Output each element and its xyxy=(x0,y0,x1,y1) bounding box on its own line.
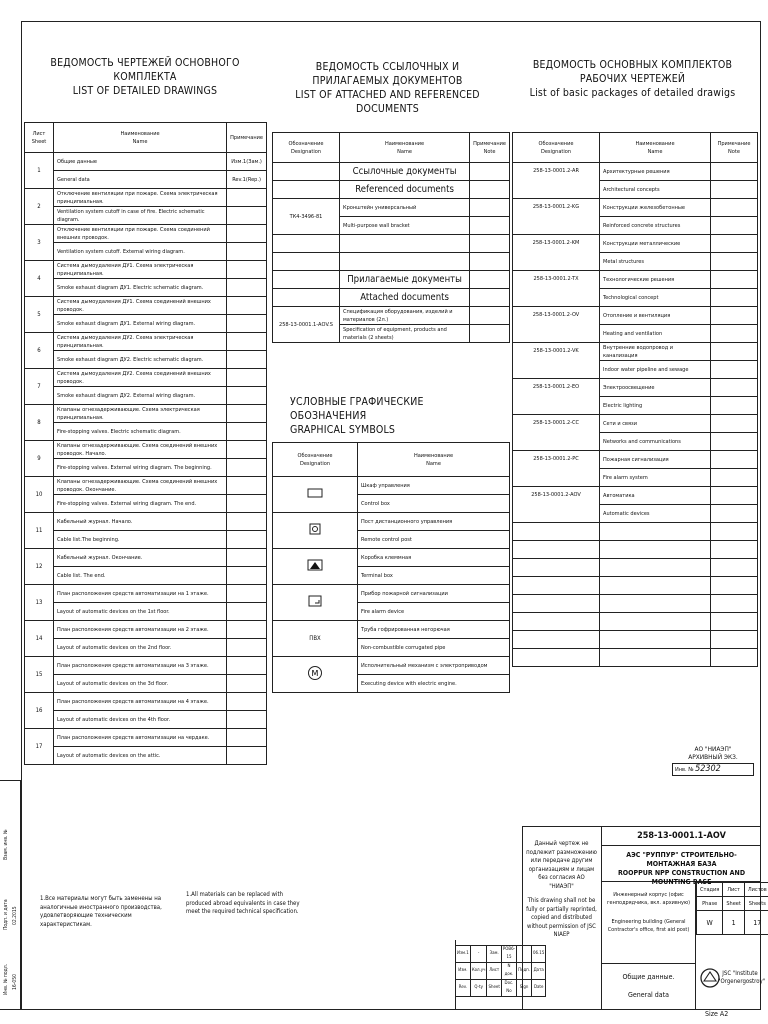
drawing-name-ru: План расположения средств автоматизации на 4 этаже. xyxy=(54,693,227,711)
svg-text:M: M xyxy=(311,669,319,678)
ref-list-table: Обозначение Designation Наименование Name Примечание Note Ссылочные документы Referenced documents ТК4-3496-81 Кронштейн универсальный Multi-purpose wall bracket Прилагаемые документы Attached documents 258-13-0001.1-АОV.S Спецификация оборудования, изделий и материалов (2л.) Specification of equipment, products and materials (2 sheets) xyxy=(272,132,510,343)
table-row xyxy=(25,225,267,243)
drawing-name-en: Cable list.The beginning. xyxy=(54,531,227,549)
table-row xyxy=(25,711,267,729)
revision-cell: Лист xyxy=(487,963,501,980)
revision-cell: Q-ty xyxy=(470,980,487,997)
control-box-icon xyxy=(273,477,358,513)
drawing-name-en: Smoke exhaust diagram ДУ1. External wiring diagram. xyxy=(54,315,227,333)
package-name-en: Architectural concepts xyxy=(600,181,711,199)
revision-cell: Зам. xyxy=(487,946,501,963)
doc-code: 258-13-0001.1-AOV xyxy=(602,826,761,846)
package-name-ru: Технологические решения xyxy=(600,271,711,289)
package-code: 258-13-0001.2-KM xyxy=(513,235,600,271)
package-code: 258-13-0001.2-CC xyxy=(513,415,600,451)
table-row xyxy=(25,261,267,279)
att-head-ru: Прилагаемые документы xyxy=(340,271,470,289)
drawing-note: Изм.1(Зам.) xyxy=(227,153,267,171)
sheet-number: 11 xyxy=(25,513,54,549)
drawing-note xyxy=(227,423,267,441)
main-list-title: ВЕДОМОСТЬ ЧЕРТЕЖЕЙ ОСНОВНОГО КОМПЛЕКТА LIST OF DETAILED DRAWINGS xyxy=(50,57,240,97)
drawing-note xyxy=(227,495,267,513)
sheet-number: 8 xyxy=(25,405,54,441)
drawing-name-en: Fire-stopping valves. External wiring diagram. The end. xyxy=(54,495,227,513)
building-name: Инженерный корпус (офис генподрядчика, вкл. архивную) Engineering building (General Contractor's office, first aid post) xyxy=(602,882,696,964)
sheet-number: 6 xyxy=(25,333,54,369)
ref-head-en: Referenced documents xyxy=(340,181,470,199)
drawing-note xyxy=(227,369,267,387)
drawing-note xyxy=(227,351,267,369)
package-code: 258-13-0001.2-TX xyxy=(513,271,600,307)
drawing-name-en: Layout of automatic devices on the 4th floor. xyxy=(54,711,227,729)
table-row xyxy=(25,423,267,441)
drawing-name-ru: План расположения средств автоматизации на 2 этаже. xyxy=(54,621,227,639)
sheet-number: 13 xyxy=(25,585,54,621)
drawing-name-en: Layout of automatic devices on the 1st floor. xyxy=(54,603,227,621)
terminal-box-icon xyxy=(273,549,358,585)
note-ru: 1.Все материалы могут быть заменены на аналогичные иностранного производства, удовлетворяющие техническим характеристикам. xyxy=(40,895,162,928)
table-row xyxy=(513,541,758,559)
table-row xyxy=(25,477,267,495)
drawing-note xyxy=(227,243,267,261)
sheet-number: 17 xyxy=(25,729,54,765)
drawing-name-en: Ventilation system cutoff. External wiring diagram. xyxy=(54,243,227,261)
table-row xyxy=(25,189,267,207)
drawing-name-ru: Система дымоудаления ДУ2. Схема электрическая принципиальная. xyxy=(54,333,227,351)
revision-cell: Sheet xyxy=(487,980,501,997)
drawing-name-ru: Общие данные xyxy=(54,153,227,171)
symbol-name-ru: Пост дистанционного управления xyxy=(358,513,510,531)
symbol-name-en: Non-combustible corrugated pipe xyxy=(358,639,510,657)
table-row xyxy=(513,649,758,667)
package-name-en: Electric lighting xyxy=(600,397,711,415)
drawing-note xyxy=(227,531,267,549)
drawing-name-en: Layout of automatic devices on the 3d floor. xyxy=(54,675,227,693)
copy-notice: Данный чертеж не подлежит размножению или передаче другим организациям и лицам без согласия АО "НИАЭП" This drawing shall not be fully or partially reprinted, copied and distributed without permission of JSC NIAEP xyxy=(522,826,602,1010)
table-row xyxy=(25,333,267,351)
table-row xyxy=(513,577,758,595)
table-row xyxy=(273,585,510,603)
drawing-name-ru: Кабельный журнал. Окончание. xyxy=(54,549,227,567)
table-row xyxy=(273,549,510,567)
table-row xyxy=(25,297,267,315)
drawing-note xyxy=(227,585,267,603)
package-name-ru: Электроосвещение xyxy=(600,379,711,397)
package-code: 258-13-0001.2-AOV xyxy=(513,487,600,523)
drawing-name-en: Layout of automatic devices on the attic. xyxy=(54,747,227,765)
symbol-name-ru: Труба гофрированная негорючая xyxy=(358,621,510,639)
note-en: 1.All materials can be replaced with produced abroad equivalents in case they meet the required technical specification. xyxy=(186,891,300,915)
revision-cell: Rev. xyxy=(456,980,471,997)
drawing-note xyxy=(227,549,267,567)
symbol-name-ru: Шкаф управления xyxy=(358,477,510,495)
table-row xyxy=(513,613,758,631)
table-row xyxy=(25,729,267,747)
sheet-number: 16 xyxy=(25,693,54,729)
drawing-note xyxy=(227,333,267,351)
drawing-note xyxy=(227,747,267,765)
revision-cell: Кол.уч xyxy=(470,963,487,980)
revision-cell: Date xyxy=(532,980,546,997)
drawing-note xyxy=(227,207,267,225)
drawing-note xyxy=(227,621,267,639)
drawing-note xyxy=(227,441,267,459)
archive-stamp: АО "НИАЭП" АРХИВНЫЙ ЭКЗ. Инв. № 52302 xyxy=(672,745,754,776)
symbol-name-en: Executing device with electric engine. xyxy=(358,675,510,693)
sheet-number: 7 xyxy=(25,369,54,405)
drawing-note xyxy=(227,387,267,405)
drawing-name-ru: Система дымоудаления ДУ2. Схема соединений внешних проводок. xyxy=(54,369,227,387)
package-code: 258-13-0001.2-AR xyxy=(513,163,600,199)
sheet-number: 14 xyxy=(25,621,54,657)
table-row xyxy=(273,621,510,639)
drawing-name-ru: Кабельный журнал. Начало. xyxy=(54,513,227,531)
table-row xyxy=(25,459,267,477)
table-row xyxy=(25,387,267,405)
table-row xyxy=(25,441,267,459)
drawing-note xyxy=(227,639,267,657)
table-row xyxy=(513,523,758,541)
drawing-note xyxy=(227,297,267,315)
table-row xyxy=(25,621,267,639)
drawing-name-en: Smoke exhaust diagram ДУ2. Electric schematic diagram. xyxy=(54,351,227,369)
package-name-en: Fire alarm system xyxy=(600,469,711,487)
doc-title: Общие данные. General data xyxy=(602,964,696,1010)
packages-table: Обозначение Designation Наименование Name Примечание Note 258-13-0001.2-AR Архитектурные решения Architectural concepts 258-13-0001.2-KG Конструкции железобетонные Reinforced concrete structures 258-13-0001.2-KM Конструкции металлические Metal structures 258-13-0001.2-TX Технологические решения Technological concept 258-13-0001.2-OV Отопление и вентиляция Heating and ventilation 258-13-0001.2-VK Внутренние водопровод и канализация Indoor water pipeline and sewage 258-13-0001.2-EO Электроосвещение Electric lighting 258-13-0001.2-CC Сети и связи Networks and communications 258-13-0001.2-PC Пожарная сигнализация Fire alarm system 258-13-0001.2-AOV Автоматика Automatic devices xyxy=(512,132,758,667)
package-name-ru: Внутренние водопровод и канализация xyxy=(600,343,711,361)
package-name-ru: Отопление и вентиляция xyxy=(600,307,711,325)
revision-cell: Подп. xyxy=(517,963,532,980)
table-row xyxy=(513,307,758,325)
packages-title: ВЕДОМОСТЬ ОСНОВНЫХ КОМПЛЕКТОВ РАБОЧИХ ЧЕРТЕЖЕЙ List of basic packages of detailed drawigs xyxy=(529,59,736,99)
drawing-name-en: Layout of automatic devices on the 2nd floor. xyxy=(54,639,227,657)
drawing-note xyxy=(227,189,267,207)
table-row xyxy=(25,315,267,333)
att-head-en: Attached documents xyxy=(340,289,470,307)
package-name-ru: Пожарная сигнализация xyxy=(600,451,711,469)
table-row xyxy=(25,351,267,369)
table-row xyxy=(513,199,758,217)
table-row xyxy=(273,513,510,531)
sheet-size: Size A2 xyxy=(705,1010,729,1018)
table-row xyxy=(513,271,758,289)
package-code: 258-13-0001.2-VK xyxy=(513,343,600,379)
table-row xyxy=(513,235,758,253)
margin-inv: Инв. № подл. xyxy=(3,963,9,995)
package-name-en: Reinforced concrete structures xyxy=(600,217,711,235)
sheet-number: 1 xyxy=(25,153,54,189)
package-code: 258-13-0001.2-OV xyxy=(513,307,600,343)
margin-inv-number: 16-050 xyxy=(12,974,18,990)
drawing-name-ru: Отключение вентиляции при пожаре. Схема соединений внешних проводок. xyxy=(54,225,227,243)
table-row xyxy=(25,657,267,675)
drawing-note xyxy=(227,657,267,675)
package-name-en: Networks and communications xyxy=(600,433,711,451)
sheet-number: 15 xyxy=(25,657,54,693)
table-row xyxy=(513,451,758,469)
table-row xyxy=(25,639,267,657)
drawing-name-ru: План расположения средств автоматизации на 3 этаже. xyxy=(54,657,227,675)
sheet-number: 4 xyxy=(25,261,54,297)
package-name-ru: Конструкции металлические xyxy=(600,235,711,253)
table-row xyxy=(25,549,267,567)
table-row xyxy=(25,531,267,549)
sheet-number: 2 xyxy=(25,189,54,225)
project-name: АЭС "РУППУР" СТРОИТЕЛЬНО-МОНТАЖНАЯ БАЗА ROOPPUR NPP CONSTRUCTION AND MOUNTING BASE xyxy=(602,846,761,882)
package-name-en: Metal structures xyxy=(600,253,711,271)
revision-cell: Дата xyxy=(532,963,546,980)
revision-cell: 06.15 xyxy=(532,946,546,963)
package-code: 258-13-0001.2-PC xyxy=(513,451,600,487)
table-row xyxy=(513,631,758,649)
package-code: 258-13-0001.2-KG xyxy=(513,199,600,235)
table-row xyxy=(25,513,267,531)
fire-alarm-icon xyxy=(273,585,358,621)
table-row xyxy=(513,379,758,397)
table-row xyxy=(25,693,267,711)
revision-cell: - xyxy=(470,946,487,963)
margin-replace: Взам. инв. № xyxy=(3,829,9,860)
symbol-name-en: Terminal box xyxy=(358,567,510,585)
package-name-ru: Сети и связи xyxy=(600,415,711,433)
symbol-name-ru: Прибор пожарной сигнализации xyxy=(358,585,510,603)
drawing-name-ru: Отключение вентиляции при пожаре. Схема электрическая принципиальная. xyxy=(54,189,227,207)
margin-sign: Подп. и дата xyxy=(3,899,9,930)
table-row xyxy=(25,747,267,765)
package-name-ru: Автоматика xyxy=(600,487,711,505)
sheet-number: 10 xyxy=(25,477,54,513)
table-row xyxy=(25,675,267,693)
table-row xyxy=(25,279,267,297)
table-row xyxy=(513,595,758,613)
drawing-note xyxy=(227,675,267,693)
revision-cell: Doc. No xyxy=(501,980,516,997)
revision-cell: Изм. xyxy=(456,963,471,980)
table-row xyxy=(25,207,267,225)
symbol-name-en: Fire alarm device xyxy=(358,603,510,621)
drawing-name-ru: Система дымоудаления ДУ1. Схема электрическая принципиальная. xyxy=(54,261,227,279)
table-row xyxy=(513,487,758,505)
table-row xyxy=(25,243,267,261)
company-name: JSC "Institute "Orgenergostroy" xyxy=(718,970,766,985)
ref-head-ru: Ссылочные документы xyxy=(340,163,470,181)
package-name-en: Indoor water pipeline and sewage xyxy=(600,361,711,379)
sheet-number: 3 xyxy=(25,225,54,261)
revision-cell: Изм.1 xyxy=(456,946,471,963)
package-code: 258-13-0001.2-EO xyxy=(513,379,600,415)
table-row xyxy=(25,369,267,387)
symbol-name-ru: Исполнительный механизм с электроприводом xyxy=(358,657,510,675)
table-row xyxy=(25,405,267,423)
drawing-note xyxy=(227,693,267,711)
sheet-number: 9 xyxy=(25,441,54,477)
drawing-name-en: Ventilation system cutoff in case of fire. Electric schematic diagram. xyxy=(54,207,227,225)
drawing-note xyxy=(227,315,267,333)
symbols-title: УСЛОВНЫЕ ГРАФИЧЕСКИЕ ОБОЗНАЧЕНИЯ GRAPHICAL SYMBOLS xyxy=(290,396,424,436)
drawing-note xyxy=(227,261,267,279)
symbol-name-en: Control box xyxy=(358,495,510,513)
stage-table: Стадия Лист Листов Phase Sheet Sheets W 1 17 xyxy=(696,882,768,935)
table-row xyxy=(273,657,510,675)
drawing-name-en: General data xyxy=(54,171,227,189)
drawing-note xyxy=(227,279,267,297)
package-name-en: Heating and ventilation xyxy=(600,325,711,343)
table-row xyxy=(273,477,510,495)
revision-cell: Sign xyxy=(517,980,532,997)
table-row xyxy=(25,153,267,171)
drawing-note xyxy=(227,603,267,621)
margin-date: 02.2015 xyxy=(12,906,18,925)
sheet-number: 5 xyxy=(25,297,54,333)
main-list-table: Лист Sheet Наименование Name Примечание 1 Общие данные Изм.1(Зам.) General data Rev.1(Rep.) 2 Отключение вентиляции при пожаре. Схема электрическая принципиальная. Ventilation system cutoff in case of fire. Electric schematic diagram. 3 Отключение вентиляции при пожаре. Схема соединений внешних проводок. Ventilation system cutoff. External wiring diagram. 4 Система дымоудаления ДУ1. Схема электрическая принципиальная. Smoke exhaust diagram ДУ1. Electric schematic diagram. 5 Система дымоудаления ДУ1. Схема соединений внешних проводок. Smoke exhaust diagram ДУ1. External wiring diagram. 6 Система дымоудаления ДУ2. Схема электрическая принципиальная. Smoke exhaust diagram ДУ2. Electric schematic diagram. 7 Система дымоудаления ДУ2. Схема соединений внешних проводок. Smoke exhaust diagram ДУ2. External wiring diagram. 8 Клапаны огнезадерживающие. Схема электрическая принципиальная. Fire-stopping valves. Electric schematic diagram. 9 Клапаны огнезадерживающие. Схема соединений внешних проводок. Начало. Fire-stopping valves. External wiring diagram. The beginning. 10 Клапаны огнезадерживающие. Схема соединений внешних проводок. Окончание. Fire-stopping valves. External wiring diagram. The end. 11 Кабельный журнал. Начало. Cable list.The beginning. 12 Кабельный журнал. Окончание. Cable list. The end. 13 План расположения средств автоматизации на 1 этаже. Layout of automatic devices on the 1st floor. 14 План расположения средств автоматизации на 2 этаже. Layout of automatic devices on the 2nd floor. 15 План расположения средств автоматизации на 3 этаже. Layout of automatic devices on the 3d floor. 16 План расположения средств автоматизации на 4 этаже. Layout of automatic devices on the 4th floor. 17 План расположения средств автоматизации на чердаке. Layout of automatic devices on the attic. xyxy=(24,122,267,765)
revision-cell: N док. xyxy=(501,963,516,980)
drawing-name-en: Fire-stopping valves. External wiring diagram. The beginning. xyxy=(54,459,227,477)
table-row xyxy=(25,495,267,513)
drawing-name-en: Smoke exhaust diagram ДУ2. External wiring diagram. xyxy=(54,387,227,405)
drawing-note xyxy=(227,459,267,477)
symbol-name-ru: Коробка клеммная xyxy=(358,549,510,567)
drawing-note xyxy=(227,729,267,747)
drawing-note xyxy=(227,477,267,495)
table-row xyxy=(513,559,758,577)
drawing-name-en: Smoke exhaust diagram ДУ1. Electric schematic diagram. xyxy=(54,279,227,297)
package-name-ru: Архитектурные решения xyxy=(600,163,711,181)
drawing-name-ru: План расположения средств автоматизации на 1 этаже. xyxy=(54,585,227,603)
drawing-name-en: Fire-stopping valves. Electric schematic diagram. xyxy=(54,423,227,441)
drawing-note xyxy=(227,225,267,243)
ref-list-title: ВЕДОМОСТЬ ССЫЛОЧНЫХ И ПРИЛАГАЕМЫХ ДОКУМЕНТОВ LIST OF ATTACHED AND REFERENCED DOCUMENTS xyxy=(295,61,480,115)
text-icon: ПВХ xyxy=(273,621,358,657)
drawing-note xyxy=(227,711,267,729)
drawing-note: Rev.1(Rep.) xyxy=(227,171,267,189)
table-row xyxy=(25,603,267,621)
table-row xyxy=(513,415,758,433)
actuator-icon xyxy=(273,657,358,693)
revision-box xyxy=(455,940,522,1010)
symbols-table: Обозначение Designation Наименование Name Шкаф управления Control box Пост дистанционного управления Remote control post Коробка клеммная Terminal box Прибор пожарной сигнализации Fire alarm device ПВХ Труба гофрированная негорючая Non-combustible corrugated pipe M Исполнительный механизм с электроприводом Executing device with electric engine. xyxy=(272,442,510,693)
table-row xyxy=(25,567,267,585)
drawing-name-ru: Клапаны огнезадерживающие. Схема электрическая принципиальная. xyxy=(54,405,227,423)
table-row xyxy=(25,585,267,603)
drawing-name-ru: Клапаны огнезадерживающие. Схема соединений внешних проводок. Окончание. xyxy=(54,477,227,495)
package-name-ru: Конструкции железобетонные xyxy=(600,199,711,217)
table-row xyxy=(513,343,758,361)
sheet-number: 12 xyxy=(25,549,54,585)
revision-cell: РОВ6-15 xyxy=(501,946,516,963)
drawing-name-ru: Клапаны огнезадерживающие. Схема соединений внешних проводок. Начало. xyxy=(54,441,227,459)
margin-box xyxy=(0,780,21,1010)
package-name-en: Technological concept xyxy=(600,289,711,307)
symbol-name-en: Remote control post xyxy=(358,531,510,549)
drawing-name-ru: План расположения средств автоматизации на чердаке. xyxy=(54,729,227,747)
drawing-note xyxy=(227,405,267,423)
table-row xyxy=(25,171,267,189)
drawing-name-ru: Система дымоудаления ДУ1. Схема соединений внешних проводок. xyxy=(54,297,227,315)
drawing-note xyxy=(227,567,267,585)
drawing-note xyxy=(227,513,267,531)
drawing-name-en: Cable list. The end. xyxy=(54,567,227,585)
remote-post-icon xyxy=(273,513,358,549)
package-name-en: Automatic devices xyxy=(600,505,711,523)
table-row xyxy=(513,163,758,181)
